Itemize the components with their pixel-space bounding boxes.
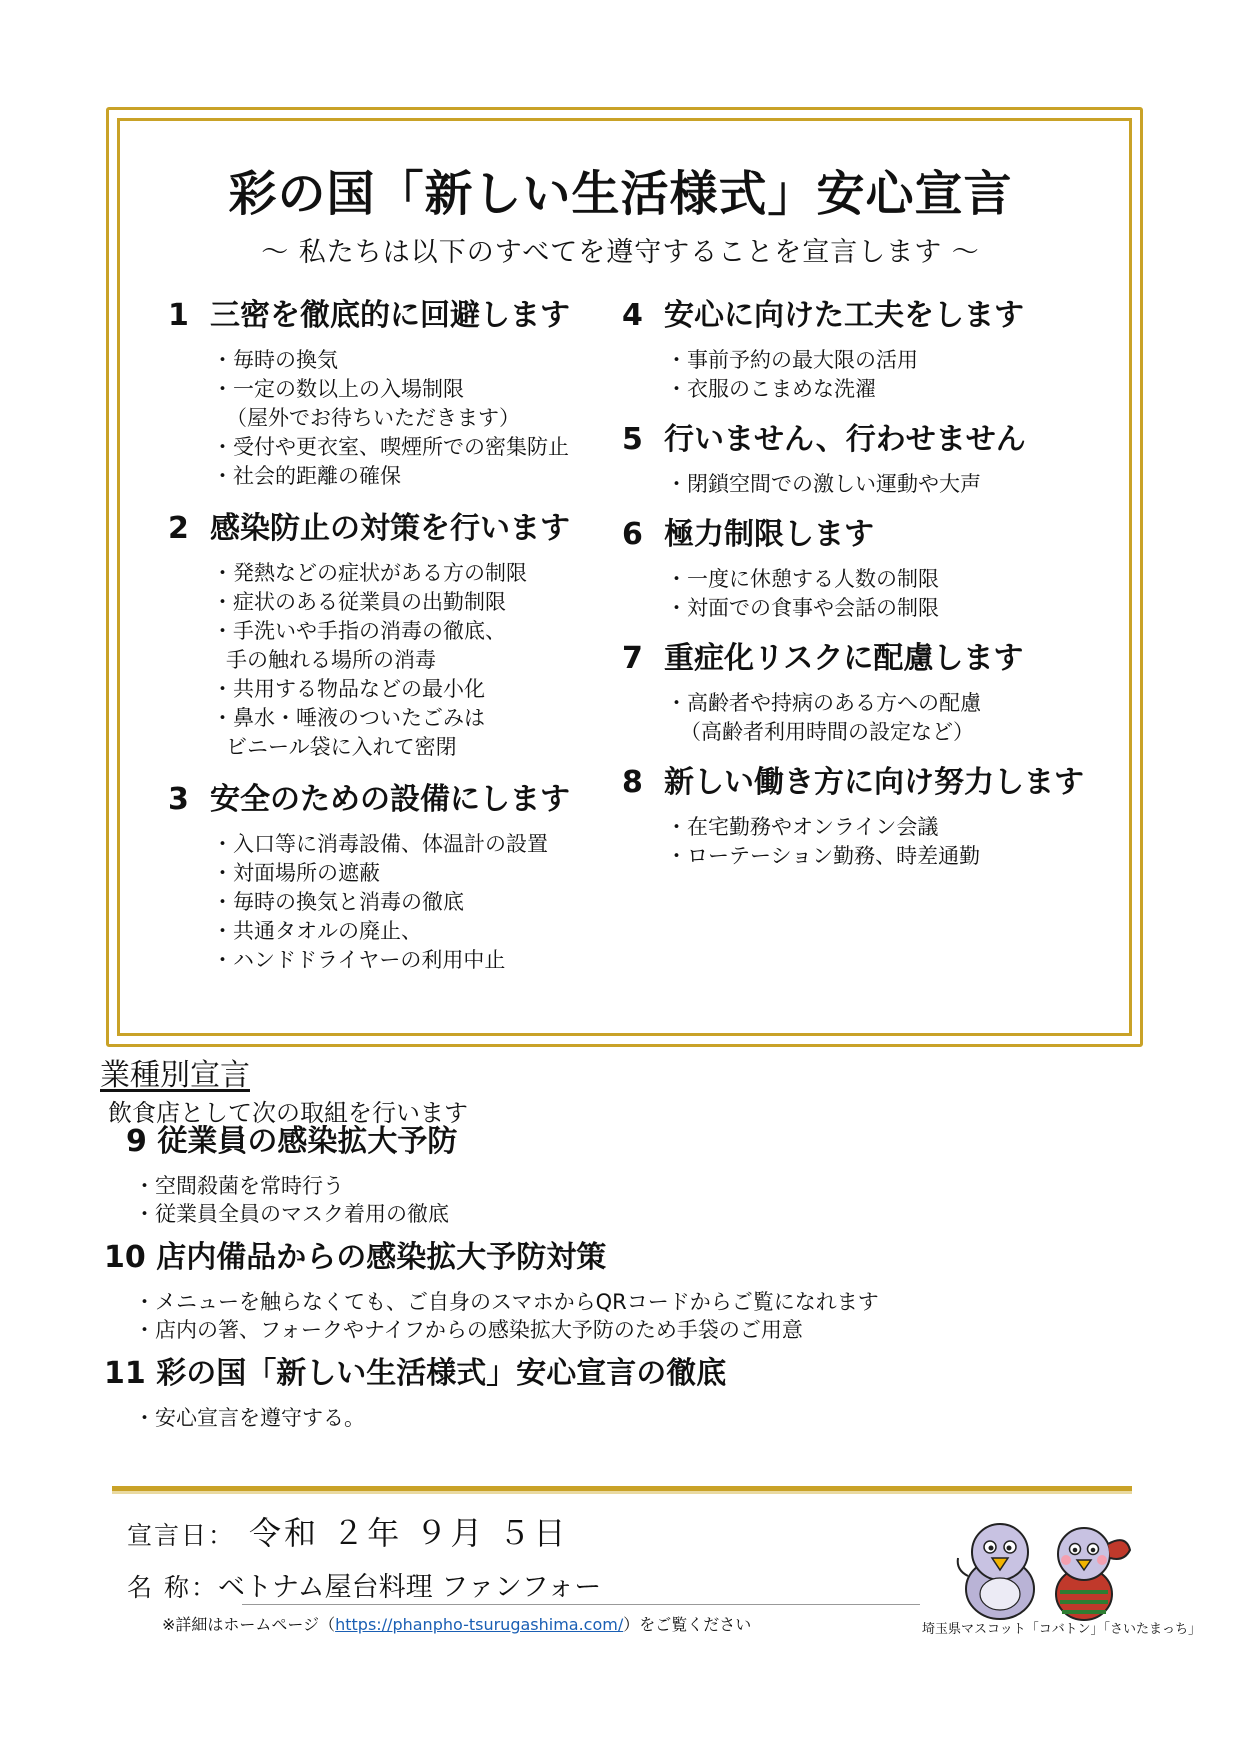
list-item: ・店内の箸、フォークやナイフからの感染拡大予防のため手袋のご用意 <box>134 1318 803 1342</box>
industry-items <box>104 1288 1144 1344</box>
mascot-caption: 埼玉県マスコット「コバトン」「さいたまっち」 <box>922 1622 1201 1637</box>
declaration-section <box>168 509 608 762</box>
industry-heading: 11 彩の国「新しい生活様式」安心宣言の徹底 <box>104 1356 727 1391</box>
list-item: ・対面場所の遮蔽 <box>212 861 380 885</box>
right-column <box>622 296 1092 887</box>
section-items <box>168 830 608 975</box>
section-items <box>622 565 1092 623</box>
list-item: ・発熱などの症状がある方の制限 <box>212 561 527 585</box>
section-heading <box>622 296 1092 336</box>
section-heading-text: 新しい働き方に向け努力します <box>664 765 1084 800</box>
section-heading-text: 三密を徹底的に回避します <box>210 298 570 333</box>
homepage-note <box>162 1612 751 1635</box>
industry-items <box>104 1404 1144 1432</box>
list-item: ・社会的距離の確保 <box>212 464 401 488</box>
list-item: ・ローテーション勤務、時差通勤 <box>666 844 981 868</box>
section-number: 2 <box>168 511 189 546</box>
declaration-section <box>622 639 1092 747</box>
section-items <box>168 346 608 491</box>
industry-section-9 <box>104 1122 1144 1228</box>
list-item: ・一定の数以上の入場制限 <box>212 377 464 401</box>
kobaton-mascot-icon <box>958 1524 1034 1619</box>
mascot-illustration <box>948 1514 1148 1624</box>
list-item: ビニール袋に入れて密閉 <box>226 735 457 759</box>
list-item: ・症状のある従業員の出勤制限 <box>212 590 506 614</box>
gold-divider <box>112 1486 1132 1491</box>
saitamacchi-mascot-icon <box>1056 1528 1130 1620</box>
industry-intro: 飲食店として次の取組を行います <box>108 1099 468 1127</box>
list-item: ・受付や更衣室、喫煙所での密集防止 <box>212 435 569 459</box>
section-heading <box>622 639 1092 679</box>
list-item: ・入口等に消毒設備、体温計の設置 <box>212 832 548 856</box>
section-heading <box>168 509 608 549</box>
section-number: 3 <box>168 782 189 817</box>
name-value: ベトナム屋台料理 ファンフォー <box>217 1572 602 1603</box>
industry-section-11 <box>104 1354 1144 1432</box>
section-heading <box>168 780 608 820</box>
declaration-section <box>168 296 608 491</box>
list-item: ・一度に休憩する人数の制限 <box>666 567 939 591</box>
list-item: ・高齢者や持病のある方への配慮 <box>666 691 981 715</box>
section-items <box>168 559 608 762</box>
page-title: 彩の国「新しい生活様式」安心宣言 <box>228 166 1013 222</box>
list-item: ・従業員全員のマスク着用の徹底 <box>134 1202 449 1226</box>
declaration-date <box>127 1508 569 1554</box>
section-number: 6 <box>622 517 643 552</box>
section-heading-text: 安全のための設備にします <box>210 782 570 817</box>
section-items <box>622 813 1092 871</box>
date-label: 宣言日： <box>127 1521 236 1550</box>
list-item: ・手洗いや手指の消毒の徹底、 <box>212 619 506 643</box>
section-heading <box>168 296 608 336</box>
left-column <box>168 296 608 993</box>
section-heading-text: 重症化リスクに配慮します <box>664 641 1024 676</box>
section-number: 8 <box>622 765 643 800</box>
declaration-section <box>622 763 1092 871</box>
industry-section-10 <box>104 1238 1144 1344</box>
section-number: 5 <box>622 422 643 457</box>
list-item: （屋外でお待ちいただきます） <box>226 406 520 430</box>
list-item: ・毎時の換気と消毒の徹底 <box>212 890 464 914</box>
declaration-name <box>127 1565 601 1604</box>
list-item: （高齢者利用時間の設定など） <box>680 720 974 744</box>
list-item: ・共通タオルの廃止、 <box>212 919 422 943</box>
note-suffix: ）をご覧ください <box>623 1615 752 1634</box>
declaration-section <box>622 296 1092 404</box>
section-items <box>622 346 1092 404</box>
list-item: ・共用する物品などの最小化 <box>212 677 485 701</box>
name-underline <box>242 1604 920 1605</box>
date-value: 令和 ２年 ９月 ５日 <box>249 1514 569 1552</box>
declaration-section <box>168 780 608 975</box>
section-heading-text: 感染防止の対策を行います <box>210 511 570 546</box>
section-heading-text: 安心に向けた工夫をします <box>664 298 1024 333</box>
section-number: 7 <box>622 641 643 676</box>
list-item: ・毎時の換気 <box>212 348 338 372</box>
section-number: 1 <box>168 298 189 333</box>
list-item: ・空間殺菌を常時行う <box>134 1174 344 1198</box>
industry-heading: 10 店内備品からの感染拡大予防対策 <box>104 1240 607 1275</box>
section-items <box>622 470 1092 499</box>
section-heading <box>622 515 1092 555</box>
section-heading <box>622 420 1092 460</box>
declaration-section <box>622 515 1092 623</box>
declaration-section <box>622 420 1092 499</box>
name-label: 名 称： <box>127 1573 218 1602</box>
note-prefix: ※詳細はホームページ（ <box>162 1615 336 1634</box>
list-item: ・ハンドドライヤーの利用中止 <box>212 948 506 972</box>
list-item: ・閉鎖空間での激しい運動や大声 <box>666 472 981 496</box>
page-subtitle: ～ 私たちは以下のすべてを遵守することを宣言します ～ <box>261 237 980 268</box>
list-item: ・事前予約の最大限の活用 <box>666 348 918 372</box>
section-items <box>622 689 1092 747</box>
industry-items <box>104 1172 1144 1228</box>
list-item: ・対面での食事や会話の制限 <box>666 596 939 620</box>
list-item: ・メニューを触らなくても、ご自身のスマホからQRコードからご覧になれます <box>134 1290 879 1314</box>
section-heading <box>622 763 1092 803</box>
list-item: ・在宅勤務やオンライン会議 <box>666 815 939 839</box>
list-item: ・鼻水・唾液のついたごみは <box>212 706 485 730</box>
homepage-link[interactable]: https://phanpho-tsurugashima.com/ <box>335 1615 624 1634</box>
section-number: 4 <box>622 298 643 333</box>
list-item: 手の触れる場所の消毒 <box>226 648 436 672</box>
section-heading-text: 極力制限します <box>664 517 874 552</box>
industry-title: 業種別宣言 <box>100 1058 250 1093</box>
industry-heading: 9 従業員の感染拡大予防 <box>126 1124 458 1159</box>
list-item: ・安心宣言を遵守する。 <box>134 1406 365 1430</box>
section-heading-text: 行いません、行わせません <box>664 422 1026 457</box>
list-item: ・衣服のこまめな洗濯 <box>666 377 876 401</box>
